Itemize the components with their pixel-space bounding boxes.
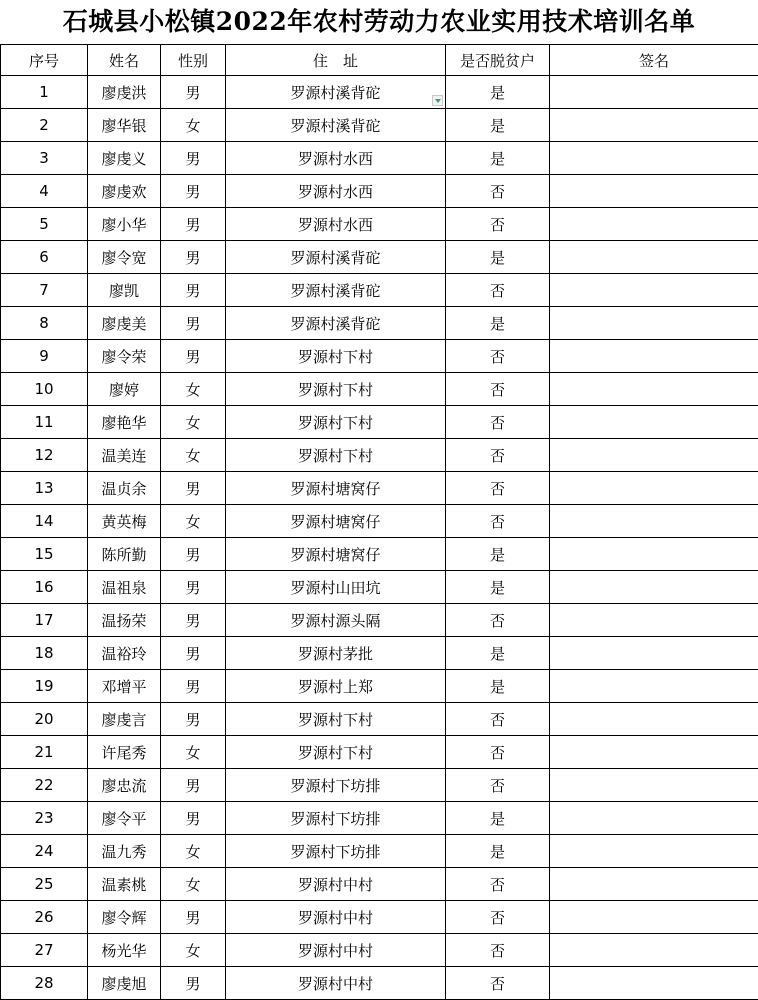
table-row: [1, 76, 758, 109]
cell-name[interactable]: 廖虔洪: [88, 76, 161, 109]
cell-seq[interactable]: 1: [1, 76, 88, 109]
cell-seq[interactable]: 2: [1, 109, 88, 142]
cell-gender[interactable]: 男: [161, 208, 226, 241]
cell-addr[interactable]: 罗源村中村: [226, 901, 446, 934]
cell-gender[interactable]: 女: [161, 109, 226, 142]
cell-gender[interactable]: 男: [161, 703, 226, 736]
cell-poverty[interactable]: 是: [446, 670, 550, 703]
cell-seq[interactable]: 24: [1, 835, 88, 868]
cell-poverty[interactable]: 是: [446, 571, 550, 604]
cell-name[interactable]: 温美连: [88, 439, 161, 472]
cell-seq[interactable]: 6: [1, 241, 88, 274]
cell-seq[interactable]: 27: [1, 934, 88, 967]
cell-seq[interactable]: 7: [1, 274, 88, 307]
cell-sign[interactable]: [550, 109, 758, 142]
table-row: [1, 802, 758, 835]
cell-gender[interactable]: 女: [161, 835, 226, 868]
cell-gender[interactable]: 男: [161, 307, 226, 340]
cell-name[interactable]: 温素桃: [88, 868, 161, 901]
cell-poverty[interactable]: 否: [446, 340, 550, 373]
cell-addr[interactable]: 罗源村塘窝仔: [226, 538, 446, 571]
table-row: [1, 703, 758, 736]
table-row: [1, 109, 758, 142]
cell-name[interactable]: 廖忠流: [88, 769, 161, 802]
cell-addr[interactable]: 罗源村山田坑: [226, 571, 446, 604]
cell-poverty[interactable]: 否: [446, 901, 550, 934]
cell-poverty[interactable]: 否: [446, 208, 550, 241]
cell-seq[interactable]: 16: [1, 571, 88, 604]
cell-addr[interactable]: 罗源村溪背砣: [226, 109, 446, 142]
cell-name[interactable]: 温祖泉: [88, 571, 161, 604]
cell-sign[interactable]: [550, 835, 758, 868]
cell-gender[interactable]: 女: [161, 406, 226, 439]
cell-gender[interactable]: 男: [161, 472, 226, 505]
cell-sign[interactable]: [550, 868, 758, 901]
cell-gender[interactable]: 男: [161, 340, 226, 373]
table-row: [1, 340, 758, 373]
cell-sign[interactable]: [550, 736, 758, 769]
cell-seq[interactable]: 21: [1, 736, 88, 769]
cell-name[interactable]: 廖令辉: [88, 901, 161, 934]
cell-addr[interactable]: 罗源村中村: [226, 868, 446, 901]
table-row: [1, 307, 758, 340]
cell-poverty[interactable]: 是: [446, 109, 550, 142]
cell-addr[interactable]: 罗源村水西: [226, 175, 446, 208]
cell-gender[interactable]: 男: [161, 571, 226, 604]
cell-gender[interactable]: 男: [161, 967, 226, 1000]
cell-name[interactable]: 温贞余: [88, 472, 161, 505]
cell-seq[interactable]: 8: [1, 307, 88, 340]
cell-poverty[interactable]: 否: [446, 472, 550, 505]
cell-gender[interactable]: 女: [161, 868, 226, 901]
cell-sign[interactable]: [550, 604, 758, 637]
cell-poverty[interactable]: 否: [446, 934, 550, 967]
table-row: [1, 670, 758, 703]
cell-gender[interactable]: 男: [161, 538, 226, 571]
cell-addr[interactable]: 罗源村溪背砣: [226, 274, 446, 307]
header-row: [1, 45, 758, 76]
cell-name[interactable]: 廖艳华: [88, 406, 161, 439]
cell-seq[interactable]: 17: [1, 604, 88, 637]
cell-name[interactable]: 廖虔言: [88, 703, 161, 736]
cell-name[interactable]: 廖小华: [88, 208, 161, 241]
cell-poverty[interactable]: 是: [446, 142, 550, 175]
cell-seq[interactable]: 13: [1, 472, 88, 505]
cell-poverty[interactable]: 是: [446, 241, 550, 274]
table-row: [1, 175, 758, 208]
cell-sign[interactable]: [550, 340, 758, 373]
header-address[interactable]: 住 址: [226, 45, 446, 76]
cell-poverty[interactable]: 否: [446, 274, 550, 307]
header-gender[interactable]: 性别: [161, 45, 226, 76]
cell-gender[interactable]: 男: [161, 241, 226, 274]
table-row: [1, 967, 758, 1000]
cell-poverty[interactable]: 否: [446, 505, 550, 538]
table-row: [1, 604, 758, 637]
cell-sign[interactable]: [550, 505, 758, 538]
cell-poverty[interactable]: 否: [446, 175, 550, 208]
roster-table: [0, 44, 758, 1000]
cell-sign[interactable]: [550, 967, 758, 1000]
header-seq[interactable]: 序号: [1, 45, 88, 76]
cell-poverty[interactable]: 否: [446, 967, 550, 1000]
cell-name[interactable]: 邓增平: [88, 670, 161, 703]
cell-seq[interactable]: 22: [1, 769, 88, 802]
table-row: [1, 571, 758, 604]
cell-poverty[interactable]: 否: [446, 439, 550, 472]
cell-seq[interactable]: 19: [1, 670, 88, 703]
cell-seq[interactable]: 28: [1, 967, 88, 1000]
cell-poverty[interactable]: 否: [446, 736, 550, 769]
cell-poverty[interactable]: 是: [446, 76, 550, 109]
cell-addr[interactable]: 罗源村塘窝仔: [226, 505, 446, 538]
cell-name[interactable]: 廖令荣: [88, 340, 161, 373]
cell-sign[interactable]: [550, 571, 758, 604]
cell-addr[interactable]: 罗源村上郑: [226, 670, 446, 703]
cell-name[interactable]: 廖虔美: [88, 307, 161, 340]
cell-addr[interactable]: 罗源村下村: [226, 406, 446, 439]
table-row: [1, 439, 758, 472]
cell-name[interactable]: 廖凯: [88, 274, 161, 307]
cell-name[interactable]: 廖虔义: [88, 142, 161, 175]
cell-seq[interactable]: 23: [1, 802, 88, 835]
cell-sign[interactable]: [550, 439, 758, 472]
cell-poverty[interactable]: 否: [446, 373, 550, 406]
cell-addr[interactable]: 罗源村下村: [226, 703, 446, 736]
cell-addr[interactable]: 罗源村水西: [226, 142, 446, 175]
cell-addr[interactable]: 罗源村溪背砣: [226, 307, 446, 340]
cell-seq[interactable]: 26: [1, 901, 88, 934]
cell-name[interactable]: 廖虔旭: [88, 967, 161, 1000]
cell-seq[interactable]: 12: [1, 439, 88, 472]
cell-addr[interactable]: 罗源村中村: [226, 934, 446, 967]
cell-name[interactable]: 廖虔欢: [88, 175, 161, 208]
cell-addr[interactable]: 罗源村源头隔: [226, 604, 446, 637]
cell-poverty[interactable]: 否: [446, 703, 550, 736]
cell-addr[interactable]: 罗源村下坊排: [226, 802, 446, 835]
cell-poverty[interactable]: 否: [446, 604, 550, 637]
cell-seq[interactable]: 18: [1, 637, 88, 670]
cell-seq[interactable]: 4: [1, 175, 88, 208]
cell-gender[interactable]: 男: [161, 670, 226, 703]
cell-sign[interactable]: [550, 142, 758, 175]
cell-addr[interactable]: 罗源村水西: [226, 208, 446, 241]
cell-gender[interactable]: 男: [161, 175, 226, 208]
cell-gender[interactable]: 男: [161, 604, 226, 637]
cell-addr[interactable]: 罗源村茅批: [226, 637, 446, 670]
cell-sign[interactable]: [550, 406, 758, 439]
cell-gender[interactable]: 男: [161, 901, 226, 934]
cell-sign[interactable]: [550, 934, 758, 967]
cell-poverty[interactable]: 是: [446, 307, 550, 340]
cell-poverty[interactable]: 是: [446, 802, 550, 835]
cell-sign[interactable]: [550, 802, 758, 835]
cell-name[interactable]: 廖婷: [88, 373, 161, 406]
cell-addr[interactable]: 罗源村塘窝仔: [226, 472, 446, 505]
cell-name[interactable]: 廖华银: [88, 109, 161, 142]
cell-sign[interactable]: [550, 901, 758, 934]
sheet-title: 石城县小松镇2022年农村劳动力农业实用技术培训名单: [62, 7, 696, 36]
cell-addr[interactable]: 罗源村溪背砣: [226, 76, 446, 109]
cell-sign[interactable]: [550, 637, 758, 670]
cell-addr[interactable]: 罗源村溪背砣: [226, 241, 446, 274]
cell-name[interactable]: 温九秀: [88, 835, 161, 868]
cell-gender[interactable]: 男: [161, 274, 226, 307]
cell-gender[interactable]: 女: [161, 505, 226, 538]
cell-sign[interactable]: [550, 670, 758, 703]
table-row: [1, 538, 758, 571]
table-row: [1, 241, 758, 274]
cell-seq[interactable]: 3: [1, 142, 88, 175]
cell-gender[interactable]: 男: [161, 802, 226, 835]
cell-seq[interactable]: 10: [1, 373, 88, 406]
cell-gender[interactable]: 女: [161, 934, 226, 967]
cell-name[interactable]: 许尾秀: [88, 736, 161, 769]
cell-name[interactable]: 温扬荣: [88, 604, 161, 637]
cell-sign[interactable]: [550, 307, 758, 340]
table-row: [1, 736, 758, 769]
cell-addr[interactable]: 罗源村下坊排: [226, 835, 446, 868]
cell-seq[interactable]: 20: [1, 703, 88, 736]
cell-sign[interactable]: [550, 703, 758, 736]
cell-seq[interactable]: 15: [1, 538, 88, 571]
cell-seq[interactable]: 5: [1, 208, 88, 241]
table-row: [1, 769, 758, 802]
dropdown-arrow-icon[interactable]: [432, 95, 443, 106]
cell-name[interactable]: 陈所勤: [88, 538, 161, 571]
cell-addr[interactable]: 罗源村中村: [226, 967, 446, 1000]
cell-gender[interactable]: 女: [161, 373, 226, 406]
cell-name[interactable]: 黄英梅: [88, 505, 161, 538]
cell-name[interactable]: 温裕玲: [88, 637, 161, 670]
cell-sign[interactable]: [550, 241, 758, 274]
table-row: [1, 373, 758, 406]
cell-sign[interactable]: [550, 769, 758, 802]
cell-addr[interactable]: 罗源村下村: [226, 439, 446, 472]
cell-name[interactable]: 廖令平: [88, 802, 161, 835]
cell-sign[interactable]: [550, 472, 758, 505]
cell-poverty[interactable]: 否: [446, 769, 550, 802]
cell-gender[interactable]: 男: [161, 76, 226, 109]
cell-gender[interactable]: 女: [161, 439, 226, 472]
table-row: [1, 934, 758, 967]
cell-sign[interactable]: [550, 538, 758, 571]
cell-poverty[interactable]: 是: [446, 835, 550, 868]
table-row: [1, 406, 758, 439]
cell-poverty[interactable]: 否: [446, 868, 550, 901]
header-sign[interactable]: 签名: [550, 45, 758, 76]
cell-seq[interactable]: 14: [1, 505, 88, 538]
cell-gender[interactable]: 女: [161, 736, 226, 769]
cell-addr[interactable]: 罗源村下村: [226, 736, 446, 769]
cell-poverty[interactable]: 是: [446, 637, 550, 670]
cell-name[interactable]: 廖令宽: [88, 241, 161, 274]
cell-poverty[interactable]: 否: [446, 406, 550, 439]
cell-name[interactable]: 杨光华: [88, 934, 161, 967]
table-row: [1, 868, 758, 901]
table-row: [1, 274, 758, 307]
cell-gender[interactable]: 男: [161, 637, 226, 670]
table-row: [1, 208, 758, 241]
table-row: [1, 505, 758, 538]
cell-sign[interactable]: [550, 76, 758, 109]
table-row: [1, 472, 758, 505]
cell-gender[interactable]: 男: [161, 769, 226, 802]
table-row: [1, 142, 758, 175]
header-poverty[interactable]: 是否脱贫户: [446, 45, 550, 76]
table-row: [1, 901, 758, 934]
table-row: [1, 835, 758, 868]
roster-body: [1, 76, 758, 1000]
header-name[interactable]: 姓名: [88, 45, 161, 76]
cell-poverty[interactable]: 是: [446, 538, 550, 571]
cell-gender[interactable]: 男: [161, 142, 226, 175]
cell-addr[interactable]: 罗源村下坊排: [226, 769, 446, 802]
cell-addr[interactable]: 罗源村下村: [226, 373, 446, 406]
cell-sign[interactable]: [550, 208, 758, 241]
cell-seq[interactable]: 25: [1, 868, 88, 901]
cell-seq[interactable]: 11: [1, 406, 88, 439]
cell-sign[interactable]: [550, 274, 758, 307]
cell-sign[interactable]: [550, 175, 758, 208]
table-row: [1, 637, 758, 670]
cell-addr[interactable]: 罗源村下村: [226, 340, 446, 373]
cell-sign[interactable]: [550, 373, 758, 406]
cell-seq[interactable]: 9: [1, 340, 88, 373]
